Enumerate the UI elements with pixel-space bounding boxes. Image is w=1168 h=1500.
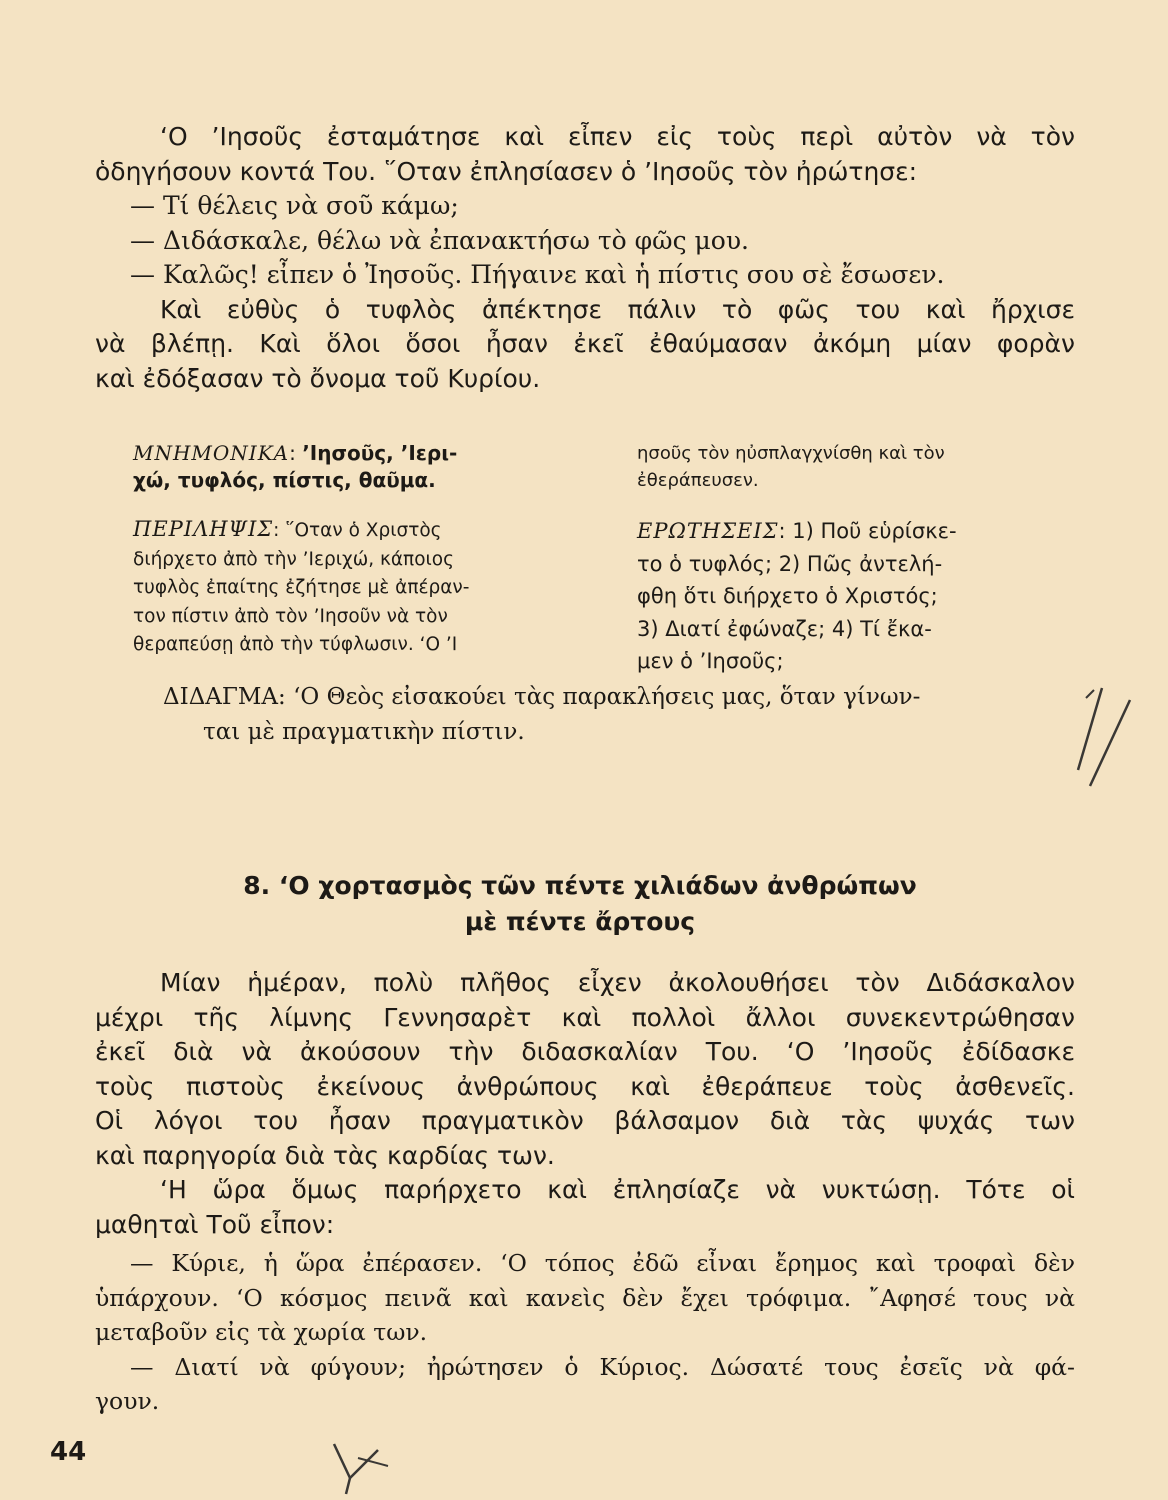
mnemonika-keywords: ’Ιησοῦς, ’Ιερι- [302, 441, 458, 465]
question-line: 3) Διατί ἐφώναζε; 4) Τί ἔκα- [637, 616, 932, 641]
dialogue-line: — Διατί νὰ φύγουν; ἠρώτησεν ὁ Κύριος. Δώσατέ τους ἐσεῖς νὰ φά- [130, 1352, 1075, 1381]
summary-line: τυφλὸς ἐπαίτης ἐζήτησε μὲ ἀπέραν- [133, 577, 470, 598]
didagma-text: ται μὲ πραγματικὴν πίστιν. [203, 718, 525, 745]
dialogue-line: — Τί θέλεις νὰ σοῦ κάμω; [130, 191, 459, 220]
body-dialogue [95, 1246, 1075, 1419]
page-number: 44 [50, 1437, 87, 1467]
text-line: Οἱ λόγοι του ἦσαν πραγματικὸν βάλσαμον διὰ τὰς ψυχάς των [95, 1106, 1075, 1135]
dialogue-line: ὑπάρχουν. ‘Ο κόσμος πεινᾶ καὶ κανεὶς δὲν ἔχει τρόφιμα. ῎Αφησέ τους νὰ [95, 1283, 1075, 1312]
question-line: μεν ὁ ’Ιησοῦς; [637, 649, 784, 673]
text-line: μαθηταὶ Τοῦ εἶπον: [95, 1209, 335, 1239]
section-title: μὲ πέντε ἄρτους [464, 907, 696, 936]
text-line: Μίαν ἡμέραν, πολὺ πλῆθος εἶχεν ἀκολουθήσει τὸν Διδάσκαλον [160, 968, 1075, 997]
erotiseis-box: ΕΡΩΤΗΣΕΙΣ: 1) Ποῦ εὑρίσκε- το ὁ τυφλός; 2) Πῶς ἀντελή- φθη ὅτι διήρχετο ὁ Χριστός; 3) Διατί ἐφώναζε; 4) Τί ἔκα- μεν ὁ ’Ιησοῦς; [637, 515, 1077, 678]
text-line: ‘Ο ’Ιησοῦς ἐσταμάτησε καὶ εἶπεν εἰς τοὺς περὶ αὐτὸν νὰ τὸν [160, 122, 1075, 151]
text-line: νὰ βλέπῃ. Καὶ ὅλοι ὅσοι ἦσαν ἐκεῖ ἐθαύμασαν ἀκόμη μίαν φορὰν [95, 329, 1075, 358]
summary-line: θεραπεύσῃ ἀπὸ τὴν τύφλωσιν. ‘Ο ’Ι [133, 634, 458, 655]
dialogue-line: — Διδάσκαλε, θέλω νὰ ἐπανακτήσω τὸ φῶς μου. [130, 225, 749, 255]
text-line: τοὺς πιστοὺς ἐκείνους ἀνθρώπους καὶ ἐθεράπευε τοὺς ἀσθενεῖς. [95, 1071, 1075, 1101]
question-line: το ὁ τυφλός; 2) Πῶς ἀντελή- [637, 551, 943, 576]
body-paragraph [95, 966, 1075, 1242]
text-line: ἐκεῖ διὰ νὰ ἀκούσουν τὴν διδασκαλίαν Του. ‘Ο ’Ιησοῦς ἐδίδασκε [95, 1037, 1075, 1066]
summary-line: ἐθεράπευσεν. [637, 470, 759, 491]
perilipsis-label: ΠΕΡΙΛΗΨΙΣ [133, 517, 274, 541]
text-line: καὶ παρηγορία διὰ τὰς καρδίας των. [95, 1140, 555, 1170]
dialogue-line: — Κύριε, ἡ ὥρα ἐπέρασεν. ‘Ο τόπος ἐδῶ εἶναι ἔρημος καὶ τροφαὶ δὲν [130, 1249, 1075, 1277]
mnemonika-label: ΜΝΗΜΟΝΙΚΑ [133, 441, 290, 465]
question-line: 1) Ποῦ εὑρίσκε- [792, 519, 957, 543]
text-line: μέχρι τῆς λίμνης Γεννησαρὲτ καὶ πολλοὶ ἄλλοι συνεκεντρώθησαν [95, 1002, 1075, 1032]
didagma-box [163, 680, 1063, 749]
summary-line: ησοῦς τὸν ηὐσπλαγχνίσθη καὶ τὸν [637, 443, 945, 464]
perilipsis-continued [637, 440, 1077, 494]
summary-line: διήρχετο ἀπὸ τὴν ’Ιεριχώ, κάποιος [133, 548, 454, 570]
perilipsis-box: ΠΕΡΙΛΗΨΙΣ: ῞Οταν ὁ Χριστὸς διήρχετο ἀπὸ τὴν ’Ιεριχώ, κάποιος τυφλὸς ἐπαίτης ἐζήτησε μὲ ἀπέραν- τον πίστιν ἀπὸ τὸν ’Ιησοῦν νὰ τὸν θεραπεύσῃ ἀπὸ τὴν τύφλωσιν. ‘Ο ’Ι [133, 515, 583, 660]
summary-line: ῞Οταν ὁ Χριστὸς [285, 520, 442, 541]
dialogue-line: μεταβοῦν εἰς τὰ χωρία των. [95, 1318, 428, 1346]
text-line: καὶ ἐδόξασαν τὸ ὄνομα τοῦ Κυρίου. [95, 363, 541, 393]
section-title: ‘Ο χορτασμὸς τῶν πέντε χιλιάδων ἀνθρώπων [278, 871, 917, 900]
dialogue-line: — Καλῶς! εἶπεν ὁ Ἰησοῦς. Πήγαινε καὶ ἡ πίστις σου σὲ ἔσωσεν. [130, 260, 945, 289]
pencil-scribble-mark [328, 1438, 398, 1498]
top-paragraph [95, 120, 1075, 396]
pencil-slash-marks [1050, 680, 1140, 790]
section-number: 8. [243, 871, 271, 900]
mnemonika-box: ΜΝΗΜΟΝΙΚΑ: ’Ιησοῦς, ’Ιερι- χώ, τυφλός, πίστις, θαῦμα. [133, 440, 573, 494]
question-line: φθη ὅτι διήρχετο ὁ Χριστός; [637, 584, 938, 608]
didagma-text: ‘Ο Θεὸς εἰσακούει τὰς παρακλήσεις μας, ὅταν γίνων- [293, 684, 921, 710]
erotiseis-label: ΕΡΩΤΗΣΕΙΣ [637, 519, 779, 543]
text-line: Καὶ εὐθὺς ὁ τυφλὸς ἀπέκτησε πάλιν τὸ φῶς του καὶ ἤρχισε [160, 294, 1075, 324]
didagma-label: ΔΙΔΑΓΜΑ: [163, 684, 286, 710]
dialogue-line: γουν. [95, 1387, 160, 1415]
mnemonika-keywords: χώ, τυφλός, πίστις, θαῦμα. [133, 468, 436, 492]
section-heading [130, 868, 1030, 940]
text-line: ‘Η ὥρα ὅμως παρήρχετο καὶ ἐπλησίαζε νὰ νυκτώσῃ. Τότε οἱ [160, 1175, 1075, 1204]
text-line: ὁδηγήσουν κοντά Του. ῞Οταν ἐπλησίασεν ὁ ’Ιησοῦς τὸν ἠρώτησε: [95, 156, 918, 186]
summary-line: τον πίστιν ἀπὸ τὸν ’Ιησοῦν νὰ τὸν [133, 605, 448, 627]
